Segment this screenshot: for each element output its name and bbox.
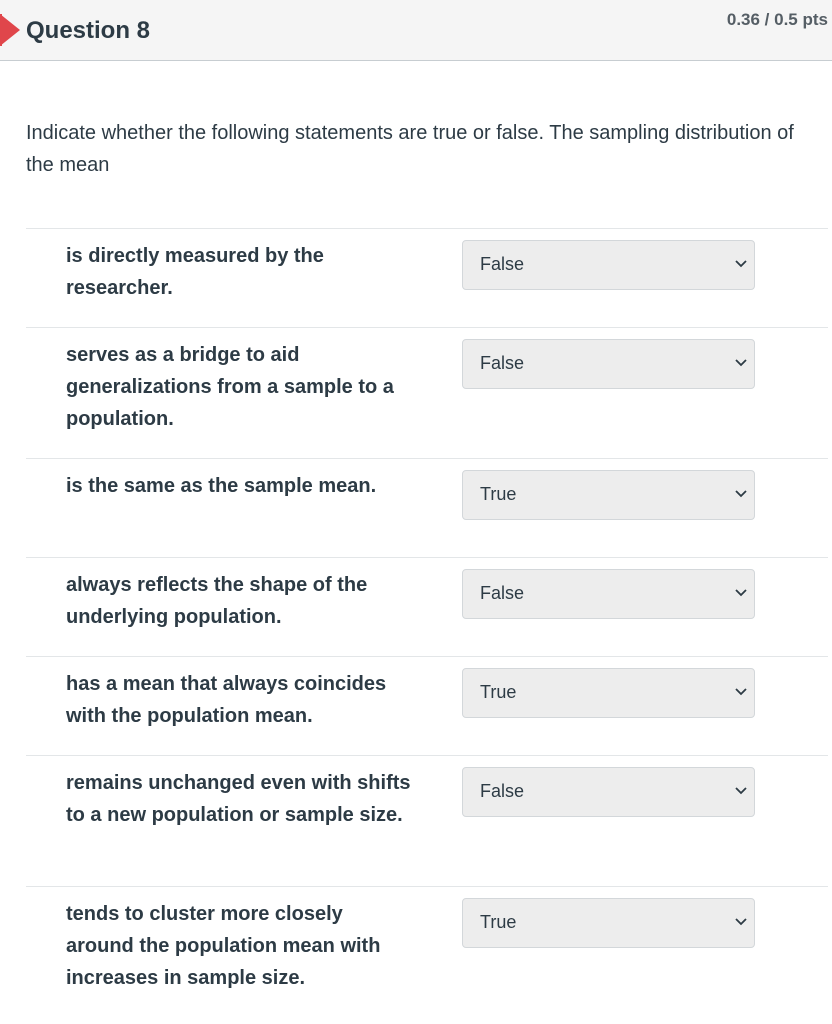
answer-row [26, 458, 828, 557]
chevron-down-icon [734, 786, 748, 796]
answer-row [26, 886, 828, 1016]
answer-rows [26, 228, 828, 1016]
chevron-down-icon [734, 358, 748, 368]
answer-dropdown[interactable] [462, 470, 755, 520]
chevron-down-icon [734, 917, 748, 927]
dropdown-value: False [480, 583, 525, 603]
dropdown-value: True [480, 912, 517, 932]
answer-dropdown[interactable] [462, 898, 755, 948]
statement-text: always reflects the shape of the underlying population. [66, 574, 368, 628]
answer-row [26, 557, 828, 656]
chevron-down-icon [734, 259, 748, 269]
question-header [0, 0, 832, 61]
answer-dropdown[interactable] [462, 668, 755, 718]
chevron-down-icon [734, 489, 748, 499]
dropdown-value: True [480, 682, 517, 702]
dropdown-value: False [480, 353, 525, 373]
answer-dropdown[interactable] [462, 767, 755, 817]
statement-text: serves as a bridge to aid generalizations from a sample to a population. [66, 344, 394, 430]
question-title: Question 8 [26, 17, 151, 44]
answer-row [26, 327, 828, 458]
dropdown-value: False [480, 254, 525, 274]
answer-dropdown[interactable] [462, 339, 755, 389]
dropdown-value: False [480, 781, 525, 801]
statement-text: tends to cluster more closely around the population mean with increases in sample size. [66, 903, 381, 989]
answer-row [26, 228, 828, 327]
dropdown-value: True [480, 484, 517, 504]
question-points: 0.36 / 0.5 pts [726, 10, 828, 29]
chevron-down-icon [734, 588, 748, 598]
statement-text: is the same as the sample mean. [66, 475, 377, 497]
statement-text: has a mean that always coincides with the population mean. [66, 673, 387, 727]
answer-dropdown[interactable] [462, 240, 755, 290]
statement-text: remains unchanged even with shifts to a new population or sample size. [66, 772, 411, 826]
question-prompt: Indicate whether the following statements are true or false. The sampling distribution of the mean [26, 122, 794, 176]
answer-row [26, 656, 828, 755]
answer-row [26, 755, 828, 886]
incorrect-flag-tip [0, 14, 20, 46]
answer-dropdown[interactable] [462, 569, 755, 619]
chevron-down-icon [734, 687, 748, 697]
statement-text: is directly measured by the researcher. [66, 245, 324, 299]
